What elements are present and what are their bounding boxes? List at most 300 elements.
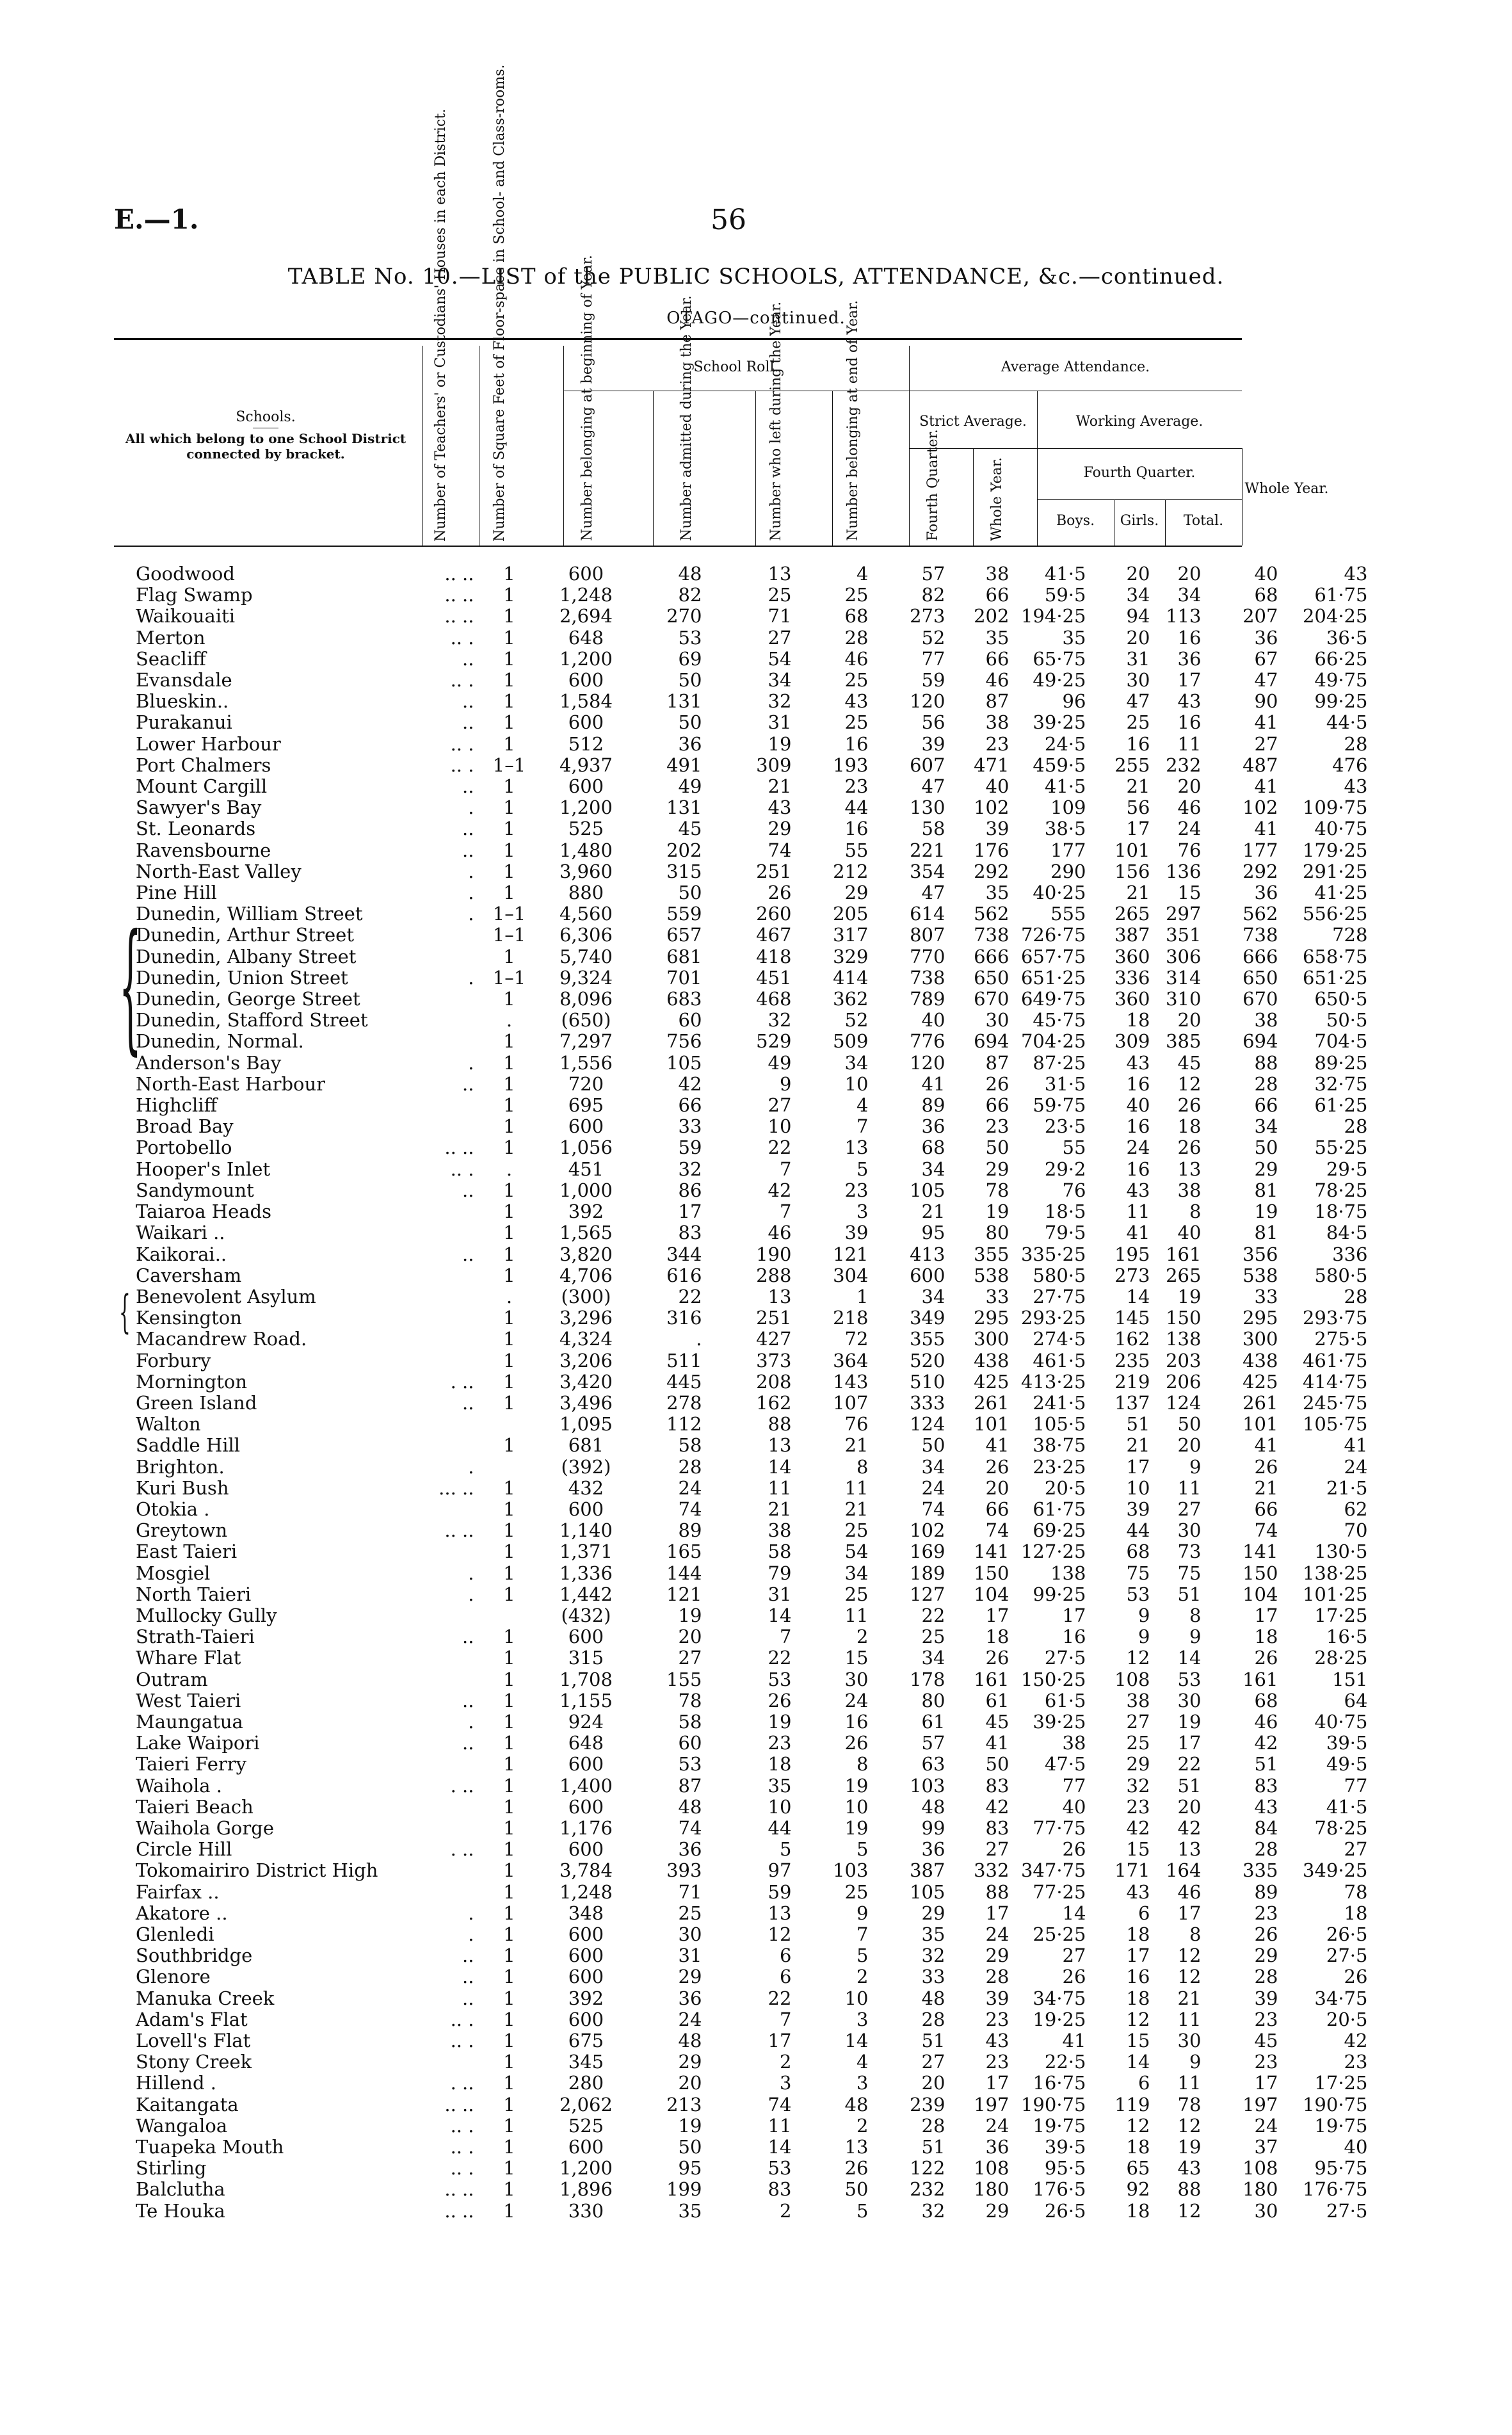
working-boys: 219 [1114,1370,1150,1393]
roll-end: 58 [921,818,945,840]
leader-dots [378,1116,474,1137]
school-name: Forbury [136,1349,211,1371]
roll-left: 509 [833,1030,869,1053]
strict-whole-year: 555 [1050,903,1086,925]
roll-beginning: 657 [666,924,702,946]
working-whole-year: 476 [1332,754,1368,776]
left-header: Number who left during the Year. [768,301,784,541]
working-total: 33 [1254,1285,1278,1307]
roll-beginning: 58 [678,1710,702,1733]
strict-whole-year: 61·5 [1044,1689,1086,1711]
working-whole-year: 704·5 [1314,1030,1368,1053]
strict-whole-year: 14 [1062,1902,1086,1924]
strict-fourth-quarter: 23 [985,732,1009,755]
working-boys: 18 [1126,2136,1150,2158]
leader-dots [378,1286,474,1307]
strict-fourth-quarter: 202 [974,605,1009,627]
working-boys: 44 [1126,1519,1150,1542]
working-total: 161 [1243,1668,1278,1690]
roll-end: 28 [921,2114,945,2137]
roll-beginning: 316 [666,1307,702,1329]
roll-admitted: 288 [756,1264,792,1286]
strict-fourth-quarter: 80 [985,1222,1009,1244]
roll-admitted: 29 [768,818,792,840]
leader-dots: . [468,1923,474,1945]
roll-end: 354 [910,860,945,882]
teachers-houses: 1 [503,1328,515,1350]
working-whole-year: 27 [1344,1838,1368,1861]
roll-beginning: 53 [678,626,702,649]
leader-dots: .. [462,690,474,713]
working-whole-year: 20·5 [1326,2008,1368,2030]
teachers-houses: 1 [503,839,515,861]
teachers-houses: 1 [503,2093,515,2115]
strict-whole-year: 40·25 [1033,882,1086,904]
teachers-houses: 1 [503,1710,515,1733]
schools-header [115,410,416,462]
strict-fourth-quarter: 30 [985,1009,1009,1031]
roll-admitted: 83 [768,2178,792,2201]
roll-left: 21 [844,1498,869,1520]
roll-left: 304 [833,1264,869,1286]
teachers-houses [474,1605,544,1626]
strict-fourth-quarter: 670 [974,988,1009,1010]
table-row [115,2115,1376,2137]
working-girls: 12 [1177,1072,1202,1095]
table-row [115,1414,1376,1435]
leader-dots: .. . [450,2114,474,2137]
teachers-houses: 1 [503,1966,515,1988]
strict-whole-year: 241·5 [1033,1391,1086,1414]
working-boys: 16 [1126,732,1150,755]
working-girls: 20 [1177,1009,1202,1031]
leader-dots: . [468,1710,474,1733]
school-name: Waikouaiti [136,605,236,627]
strict-fourth-quarter: 650 [974,966,1009,989]
total-header: Total. [1183,513,1224,529]
strict-fourth-quarter: 41 [985,1732,1009,1754]
working-total: 90 [1254,690,1278,713]
strict-fourth-quarter: 39 [985,818,1009,840]
floor-space: 8,096 [559,988,613,1010]
working-whole-year: 130·5 [1314,1541,1368,1563]
roll-left: 2 [857,2114,869,2137]
working-whole-year: 61·25 [1314,1094,1368,1117]
roll-left: 4 [857,563,869,585]
working-total: 292 [1243,860,1278,882]
roll-beginning: 756 [666,1030,702,1053]
strict-fourth-quarter: 108 [974,2157,1009,2180]
table-row [115,1776,1376,1797]
roll-left: 364 [833,1349,869,1371]
working-total: 538 [1243,1264,1278,1286]
roll-end: 103 [910,1774,945,1797]
school-name: Green Island [136,1391,257,1414]
table-row [115,1457,1376,1478]
school-name: St. Leonards [136,818,256,840]
working-boys: 24 [1126,1137,1150,1159]
table-row [115,1222,1376,1243]
roll-end: 738 [910,966,945,989]
school-name: Flag Swamp [136,584,253,606]
roll-end: 36 [921,1838,945,1861]
page-number: 56 [711,204,746,236]
teachers-houses: 1 [503,1987,515,2009]
roll-admitted: 53 [768,2157,792,2180]
whole-year-header: Whole Year. [1244,481,1329,497]
working-boys: 25 [1126,711,1150,734]
teachers-header: Number of Teachers' or Custodians' Houses in each District. [433,108,449,542]
working-total: 40 [1254,563,1278,585]
teachers-houses: 1 [503,732,515,755]
strict-whole-year: 47·5 [1044,1753,1086,1776]
floor-space: 600 [568,1923,604,1945]
working-boys: 75 [1126,1562,1150,1584]
roll-admitted: 529 [756,1030,792,1053]
working-girls: 45 [1177,1051,1202,1074]
working-total: 17 [1254,1604,1278,1626]
working-whole-year: 40 [1344,2136,1368,2158]
strict-fourth-quarter: 66 [985,1094,1009,1117]
leader-dots [378,1031,474,1052]
strict-whole-year: 45·75 [1033,1009,1086,1031]
table-row [115,2009,1376,2030]
working-whole-year: 105·75 [1302,1413,1368,1436]
school-name: North-East Harbour [136,1072,326,1095]
table-row [115,1116,1376,1137]
table-row [115,1605,1376,1626]
working-girls: 51 [1177,1774,1202,1797]
roll-end: 51 [921,2136,945,2158]
floor-space: (650) [561,1009,611,1031]
working-total: 46 [1254,1710,1278,1733]
roll-admitted: 2 [780,2051,792,2073]
floor-space: 345 [568,2051,604,2073]
strict-fourth-quarter: 83 [985,1774,1009,1797]
roll-left: 34 [844,1051,869,1074]
teachers-houses: 1 [503,711,515,734]
working-whole-year: 27·5 [1326,1945,1368,1967]
strict-fourth-quarter: 78 [985,1179,1009,1201]
floor-space: 1,140 [559,1519,613,1542]
table-row [115,2030,1376,2051]
roll-left: 3 [857,2072,869,2094]
working-total: 670 [1243,988,1278,1010]
strict-whole-year: 79·5 [1044,1222,1086,1244]
floor-space: 4,560 [559,903,613,925]
roll-admitted: 49 [768,1051,792,1074]
working-boys: 101 [1114,839,1150,861]
working-total: 17 [1254,2072,1278,2094]
roll-admitted: 34 [768,669,792,692]
school-name: Mullocky Gully [136,1604,277,1626]
leader-dots [378,1797,474,1818]
roll-end: 789 [910,988,945,1010]
working-girls: 34 [1177,584,1202,606]
strict-whole-year: 177 [1050,839,1086,861]
strict-whole-year: 293·25 [1020,1307,1086,1329]
strict-fourth-quarter: 23 [985,2051,1009,2073]
floor-space: 348 [568,1902,604,1924]
roll-admitted: 25 [768,584,792,606]
working-boys: 18 [1126,2199,1150,2222]
leader-dots [378,1307,474,1329]
working-girls: 14 [1177,1647,1202,1669]
roll-beginning: 202 [666,839,702,861]
table-row [115,2073,1376,2094]
floor-space: 1,584 [559,690,613,713]
working-boys: 18 [1126,1009,1150,1031]
working-boys: 92 [1126,2178,1150,2201]
strict-fourth-quarter: 29 [985,2199,1009,2222]
strict-fourth-quarter: 176 [974,839,1009,861]
working-girls: 12 [1177,1966,1202,1988]
table-row [115,2051,1376,2073]
strict-fourth-quarter: 425 [974,1370,1009,1393]
working-boys: 15 [1126,1838,1150,1861]
working-total: 101 [1243,1413,1278,1436]
working-total: 84 [1254,1816,1278,1839]
roll-left: 11 [844,1604,869,1626]
teachers-houses: 1 [503,2136,515,2158]
roll-admitted: 19 [768,1710,792,1733]
roll-end: 80 [921,1689,945,1711]
working-total: 74 [1254,1519,1278,1542]
leader-dots: .. . [450,2030,474,2052]
roll-beginning: 28 [678,1455,702,1478]
working-boys: 119 [1114,2093,1150,2115]
working-total: 207 [1243,605,1278,627]
roll-beginning: 131 [666,797,702,819]
school-name: Mosgiel [136,1562,211,1584]
roll-end: 189 [910,1562,945,1584]
working-whole-year: 84·5 [1326,1222,1368,1244]
strict-fourth-quarter: 88 [985,1881,1009,1903]
teachers-houses: 1 [503,1626,515,1648]
roll-admitted: 79 [768,1562,792,1584]
table-row [115,1350,1376,1371]
teachers-houses: 1–1 [492,924,526,946]
working-total: 694 [1243,1030,1278,1053]
teachers-houses: . [506,1158,513,1180]
roll-left: 329 [833,945,869,967]
working-girls: 232 [1166,754,1202,776]
floor-space: 1,176 [559,1816,613,1839]
floor-space: (392) [561,1455,611,1478]
table-row [115,946,1376,967]
header-bottom-rule [114,546,1242,547]
working-whole-year: 77 [1344,1774,1368,1797]
roll-beginning: 511 [666,1349,702,1371]
working-whole-year: 24 [1344,1455,1368,1478]
school-name: Sandymount [136,1179,254,1201]
roll-end: 57 [921,563,945,585]
leader-dots: ... .. [438,1476,474,1499]
working-girls: 17 [1177,669,1202,692]
working-total: 50 [1254,1137,1278,1159]
school-name: Lake Waipori [136,1732,260,1754]
working-boys: 235 [1114,1349,1150,1371]
strict-whole-year: 59·75 [1033,1094,1086,1117]
teachers-houses: 1 [503,818,515,840]
roll-end: 178 [910,1668,945,1690]
roll-beginning: 71 [678,1881,702,1903]
roll-end: 607 [910,754,945,776]
school-name: Blueskin.. [136,690,229,713]
roll-left: 3 [857,2008,869,2030]
teachers-houses: 1 [503,2072,515,2094]
roll-admitted: 22 [768,1987,792,2009]
strict-fourth-quarter: 261 [974,1391,1009,1414]
teachers-houses: 1 [503,1391,515,1414]
roll-beginning: 48 [678,2030,702,2052]
teachers-houses: 1 [503,775,515,798]
working-total: 19 [1254,1201,1278,1223]
roll-left: 7 [857,1923,869,1945]
floor-space: 3,820 [559,1243,613,1265]
floor-space: 3,784 [559,1859,613,1882]
roll-end: 232 [910,2178,945,2201]
strict-fourth-quarter: 26 [985,1455,1009,1478]
roll-end: 50 [921,1434,945,1457]
floor-space: 4,937 [559,754,613,776]
working-boys: 360 [1114,945,1150,967]
working-whole-year: 32·75 [1314,1072,1368,1095]
teachers-houses: 1 [503,2199,515,2222]
school-name: Taieri Ferry [136,1753,246,1776]
table-row [115,627,1376,649]
roll-admitted: 13 [768,1285,792,1307]
roll-end: 333 [910,1391,945,1414]
working-total: 177 [1243,839,1278,861]
working-whole-year: 556·25 [1302,903,1368,925]
leader-dots: . [468,1562,474,1584]
roll-end: 614 [910,903,945,925]
working-total: 102 [1243,797,1278,819]
leader-dots: . [468,1583,474,1605]
leader-dots [378,946,474,967]
floor-space: 1,480 [559,839,613,861]
roll-left: 28 [844,626,869,649]
school-name: Tuapeka Mouth [136,2136,284,2158]
working-total: 26 [1254,1923,1278,1945]
roll-left: 26 [844,2157,869,2180]
roll-left: 23 [844,775,869,798]
strict-whole-year: 31·5 [1044,1072,1086,1095]
working-total: 41 [1254,818,1278,840]
col-sep [653,391,654,546]
floor-space: 648 [568,1732,604,1754]
strict-whole-year: 40 [1062,1795,1086,1818]
working-boys: 20 [1126,563,1150,585]
roll-admitted: 14 [768,1455,792,1478]
school-name: Akatore .. [136,1902,228,1924]
strict-fourth-quarter: 74 [985,1519,1009,1542]
working-whole-year: 40·75 [1314,1710,1368,1733]
leader-dots: .. [462,1966,474,1988]
working-total: 41 [1254,711,1278,734]
strict-whole-year: 27·75 [1033,1285,1086,1307]
col-sep [422,346,423,546]
strict-whole-year: 35 [1062,626,1086,649]
working-girls: 50 [1177,1413,1202,1436]
strict-fourth-quarter: 355 [974,1243,1009,1265]
working-whole-year: 151 [1332,1668,1368,1690]
roll-admitted: 59 [768,1881,792,1903]
roll-beginning: 45 [678,818,702,840]
floor-space: 512 [568,732,604,755]
table-row [115,1031,1376,1052]
floor-space: 1,400 [559,1774,613,1797]
working-girls: 310 [1166,988,1202,1010]
roll-left: 9 [857,1902,869,1924]
roll-left: 205 [833,903,869,925]
teachers-houses [474,1414,544,1435]
roll-beginning: 86 [678,1179,702,1201]
working-boys: 27 [1126,1710,1150,1733]
roll-end: 27 [921,2051,945,2073]
table-row [115,1584,1376,1605]
strict-fourth-quarter: 104 [974,1583,1009,1605]
teachers-houses: 1 [503,1816,515,1839]
roll-beginning: 35 [678,2199,702,2222]
working-girls: 12 [1177,2199,1202,2222]
header-rule [1037,499,1242,500]
working-girls: 20 [1177,775,1202,798]
table-row [115,1563,1376,1584]
leader-dots: .. [462,711,474,734]
roll-left: 72 [844,1328,869,1350]
teachers-houses: 1 [503,2157,515,2180]
roll-end: 413 [910,1243,945,1265]
floor-space: 600 [568,711,604,734]
leader-dots: .. . [450,732,474,755]
floor-space: 5,740 [559,945,613,967]
fourth-quarter-header: Fourth Quarter. [1083,465,1196,481]
strict-whole-year: 274·5 [1033,1328,1086,1350]
table-row [115,1797,1376,1818]
strict-whole-year: 17 [1062,1604,1086,1626]
strict-whole-year: 127·25 [1020,1541,1086,1563]
teachers-houses: 1 [503,1902,515,1924]
leader-dots [378,2051,474,2073]
roll-admitted: 44 [768,1816,792,1839]
roll-beginning: 27 [678,1647,702,1669]
strict-fourth-quarter: 17 [985,1902,1009,1924]
working-whole-year: 19·75 [1314,2114,1368,2137]
school-name: Taieri Beach [136,1795,253,1818]
leader-dots: .. [462,647,474,670]
teachers-houses: 1 [503,1923,515,1945]
leader-dots: . .. [450,1838,474,1861]
strict-whole-year: 41·5 [1044,563,1086,585]
school-name: Wangaloa [136,2114,228,2137]
roll-beginning: 20 [678,1626,702,1648]
document-code: E.—1. [114,204,199,235]
working-total: 23 [1254,2008,1278,2030]
roll-left: 25 [844,669,869,692]
table-row [115,1053,1376,1074]
roll-admitted: 32 [768,1009,792,1031]
end-header: Number belonging at end of Year. [845,300,861,541]
teachers-houses: 1 [503,1838,515,1861]
roll-end: 41 [921,1072,945,1095]
working-whole-year: 101·25 [1302,1583,1368,1605]
roll-end: 169 [910,1541,945,1563]
school-name: Greytown [136,1519,228,1542]
table-row [115,1286,1376,1307]
teachers-houses: 1 [503,2114,515,2137]
